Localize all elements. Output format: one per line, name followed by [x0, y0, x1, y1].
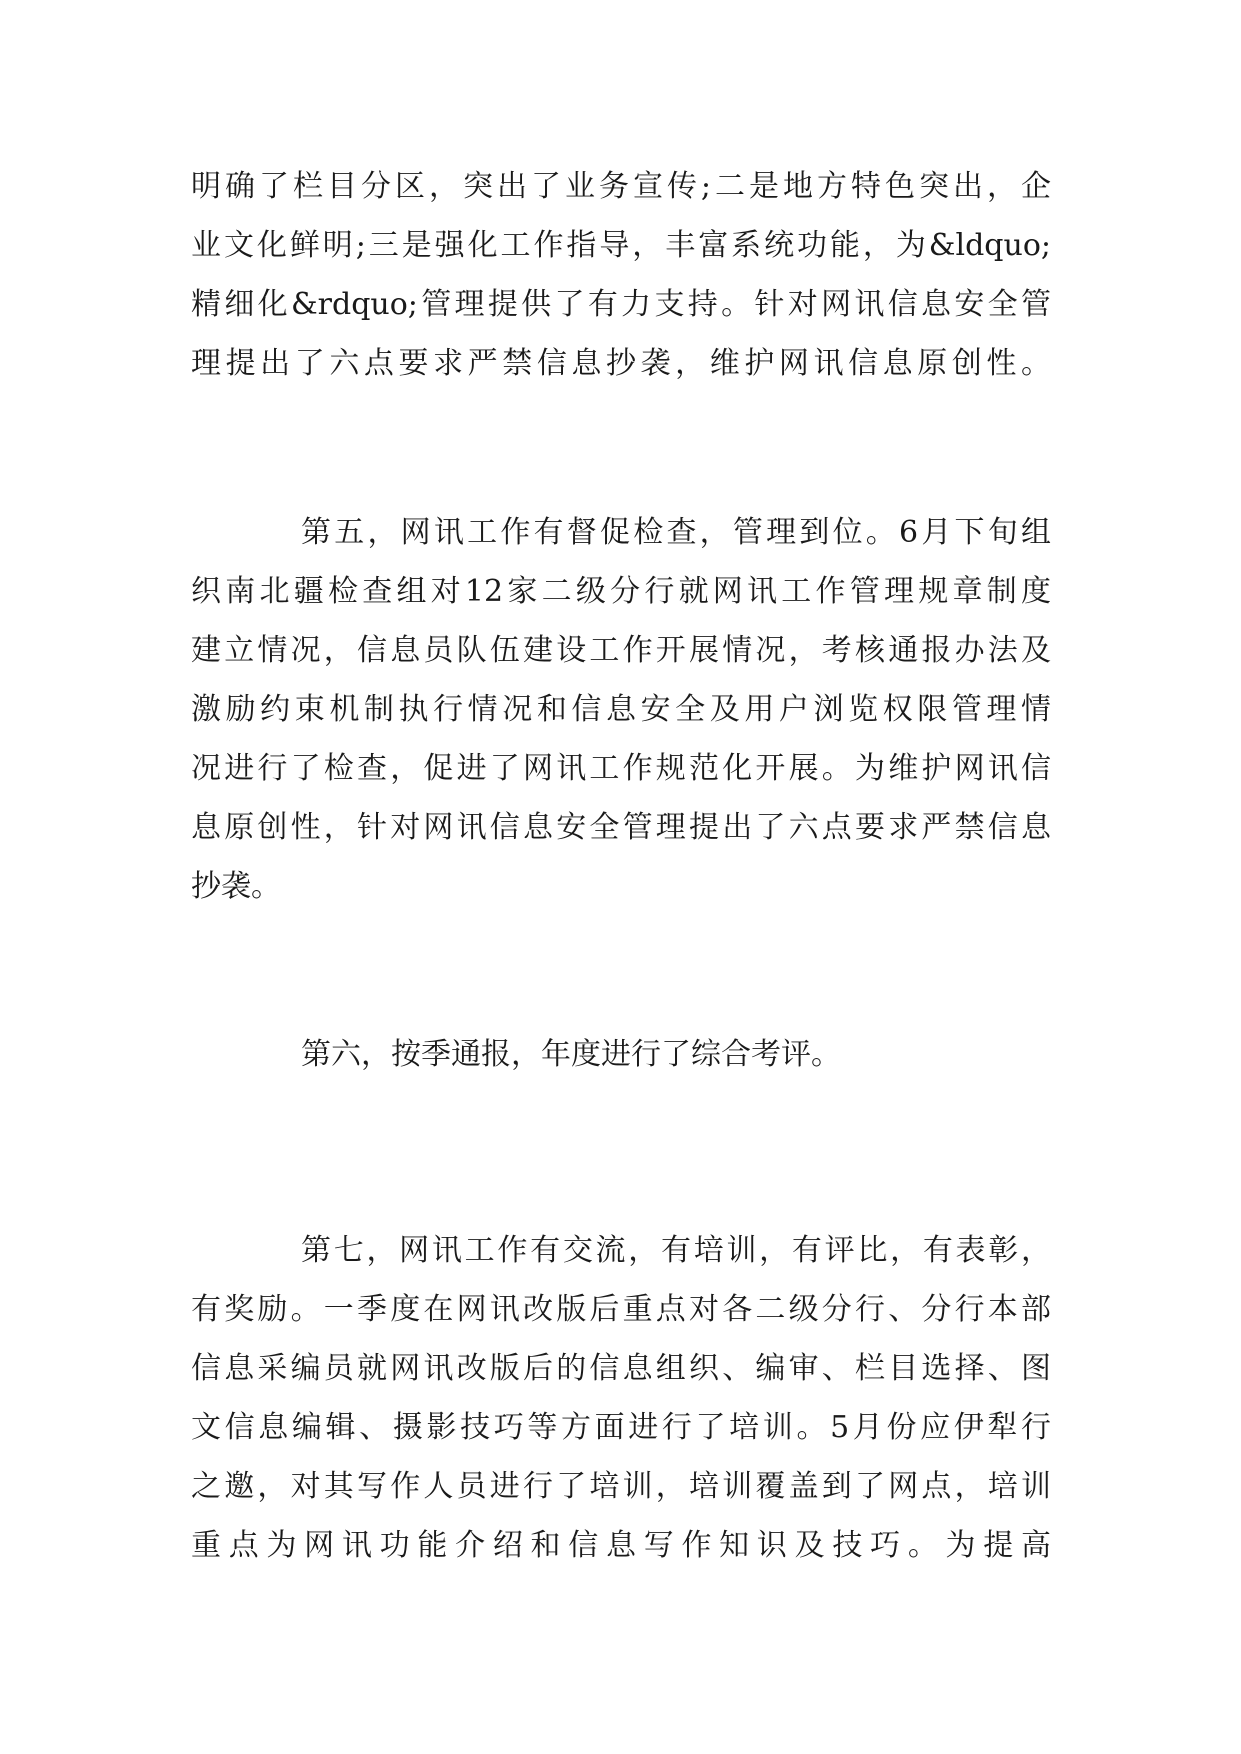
text-line: 重点为网讯功能介绍和信息写作知识及技巧。为提高	[191, 1528, 1051, 1563]
text-line: 业文化鲜明;三是强化工作指导，丰富系统功能，为&ldquo;	[191, 228, 1051, 263]
text-line: 况进行了检查，促进了网讯工作规范化开展。为维护网讯信	[191, 751, 1051, 786]
text-line: 建立情况，信息员队伍建设工作开展情况，考核通报办法及	[191, 633, 1051, 668]
text-line: 激励约束机制执行情况和信息安全及用户浏览权限管理情	[191, 692, 1051, 727]
text-line: 文信息编辑、摄影技巧等方面进行了培训。5月份应伊犁行	[191, 1410, 1051, 1445]
text-line: 第七，网讯工作有交流，有培训，有评比，有表彰，	[301, 1233, 1051, 1268]
text-line: 有奖励。一季度在网讯改版后重点对各二级分行、分行本部	[191, 1292, 1051, 1327]
text-line: 第六，按季通报，年度进行了综合考评。	[301, 1037, 841, 1072]
paragraph-sixth	[191, 1025, 1051, 1084]
text-line: 第五，网讯工作有督促检查，管理到位。6月下旬组	[301, 515, 1051, 550]
text-line: 理提出了六点要求严禁信息抄袭，维护网讯信息原创性。	[191, 346, 1051, 381]
text-line: 之邀，对其写作人员进行了培训，培训覆盖到了网点，培训	[191, 1469, 1051, 1504]
text-line: 精细化&rdquo;管理提供了有力支持。针对网讯信息安全管	[191, 287, 1051, 322]
text-line: 信息采编员就网讯改版后的信息组织、编审、栏目选择、图	[191, 1351, 1051, 1386]
text-line: 息原创性，针对网讯信息安全管理提出了六点要求严禁信息	[191, 810, 1051, 845]
text-line: 明确了栏目分区，突出了业务宣传;二是地方特色突出，企	[191, 169, 1051, 204]
paragraph-continued-intro	[191, 157, 1051, 393]
text-line: 抄袭。	[191, 869, 281, 904]
text-line: 织南北疆检查组对12家二级分行就网讯工作管理规章制度	[191, 574, 1051, 609]
paragraph-fifth	[191, 503, 1051, 916]
paragraph-seventh	[191, 1221, 1051, 1575]
